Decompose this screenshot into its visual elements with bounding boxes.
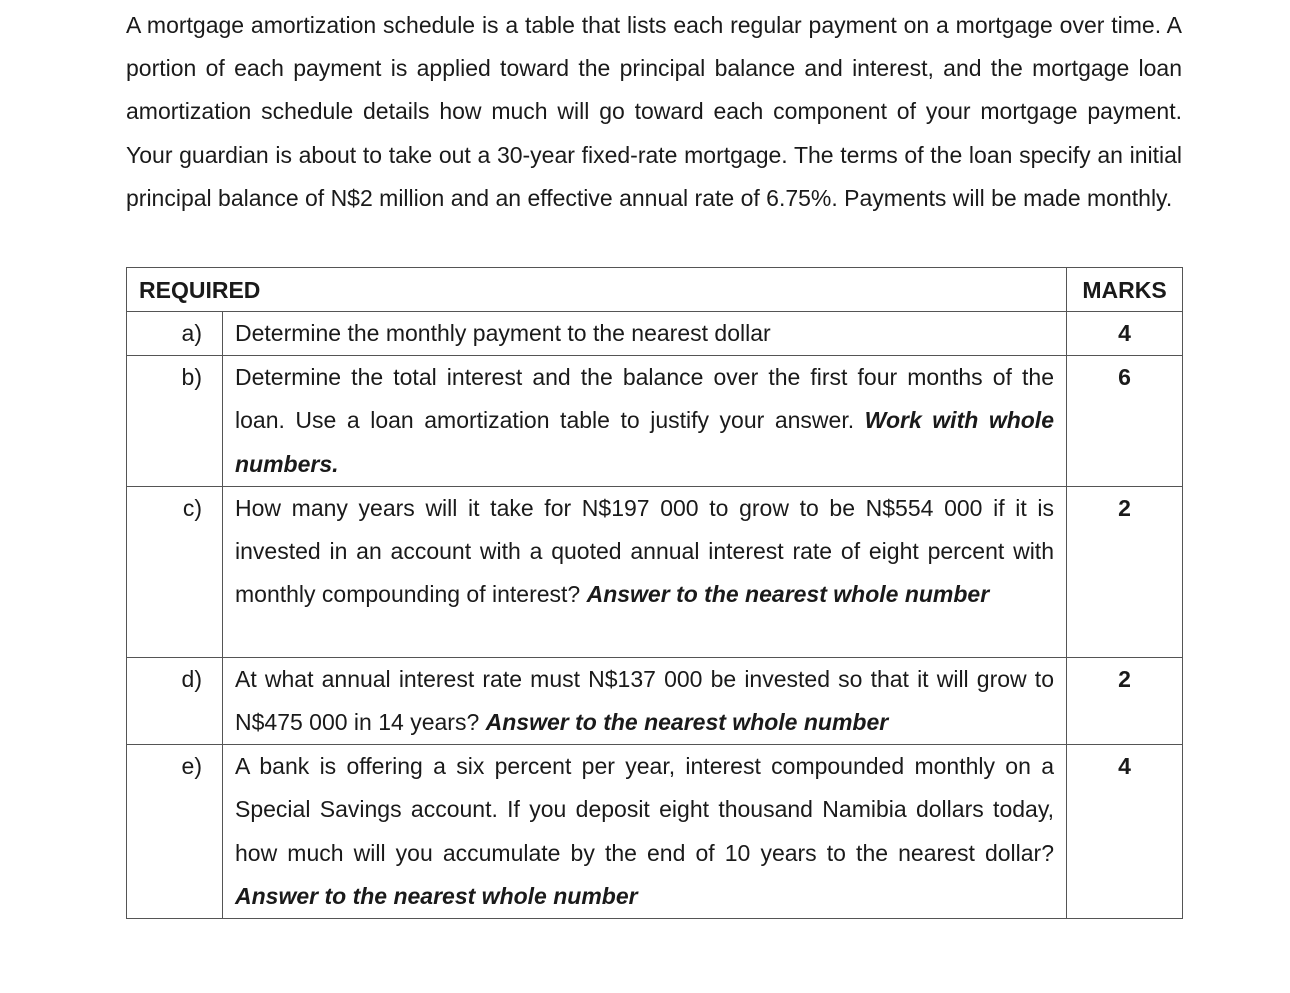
question-marks: 6 xyxy=(1067,356,1183,487)
question-body: How many years will it take for N$197 000 to grow to be N$554 000 if it is invested in an account with a quoted annual interest rate of eight percent with monthly compounding of interest? xyxy=(235,494,1054,608)
question-marks: 4 xyxy=(1067,312,1183,356)
intro-paragraph: A mortgage amortization schedule is a table that lists each regular payment on a mortgage over time. A portion of each payment is applied toward the principal balance and interest, and the mortgage loan amortization schedule details how much will go toward each component of your mortgage payment. Your guardian is about to take out a 30-year fixed-rate mortgage. The terms of the loan specify an initial principal balance of N$2 million and an effective annual rate of 6.75%. Payments will be made monthly. xyxy=(126,12,1182,211)
question-body: A bank is offering a six percent per year, interest compounded monthly on a Special Savings account. If you deposit eight thousand Namibia dollars today, how much will you accumulate by the end of 10 years to the nearest dollar? xyxy=(235,753,1054,866)
question-label: a) xyxy=(127,312,223,356)
question-text xyxy=(223,486,1067,657)
question-text xyxy=(223,312,1067,356)
question-text xyxy=(223,745,1067,919)
question-body: Determine the total interest and the balance over the first four months of the loan. Use a loan amortization table to justify your answer. xyxy=(235,364,1054,434)
question-label: d) xyxy=(127,657,223,744)
question-row-b xyxy=(127,356,1183,487)
question-emphasis: Work with whole numbers. xyxy=(235,407,1054,477)
question-text xyxy=(223,356,1067,487)
question-marks: 2 xyxy=(1067,486,1183,657)
question-text xyxy=(223,657,1067,744)
question-row-a xyxy=(127,312,1183,356)
question-emphasis: Answer to the nearest whole number xyxy=(586,581,990,608)
header-marks: MARKS xyxy=(1067,268,1183,312)
required-table xyxy=(126,267,1183,919)
question-label: e) xyxy=(127,745,223,919)
question-body: At what annual interest rate must N$137 000 be invested so that it will grow to N$475 000 in 14 years? xyxy=(235,665,1054,736)
question-marks: 4 xyxy=(1067,745,1183,919)
question-emphasis: Answer to the nearest whole number xyxy=(485,709,889,736)
question-marks: 2 xyxy=(1067,657,1183,744)
question-label: c) xyxy=(127,486,223,657)
question-body: Determine the monthly payment to the nearest dollar xyxy=(235,320,771,346)
question-emphasis: Answer to the nearest whole number xyxy=(235,882,638,909)
question-row-d xyxy=(127,657,1183,744)
question-row-e xyxy=(127,745,1183,919)
question-row-c xyxy=(127,486,1183,657)
table-header-row xyxy=(127,268,1183,312)
question-label: b) xyxy=(127,356,223,487)
header-required: REQUIRED xyxy=(127,268,1067,312)
